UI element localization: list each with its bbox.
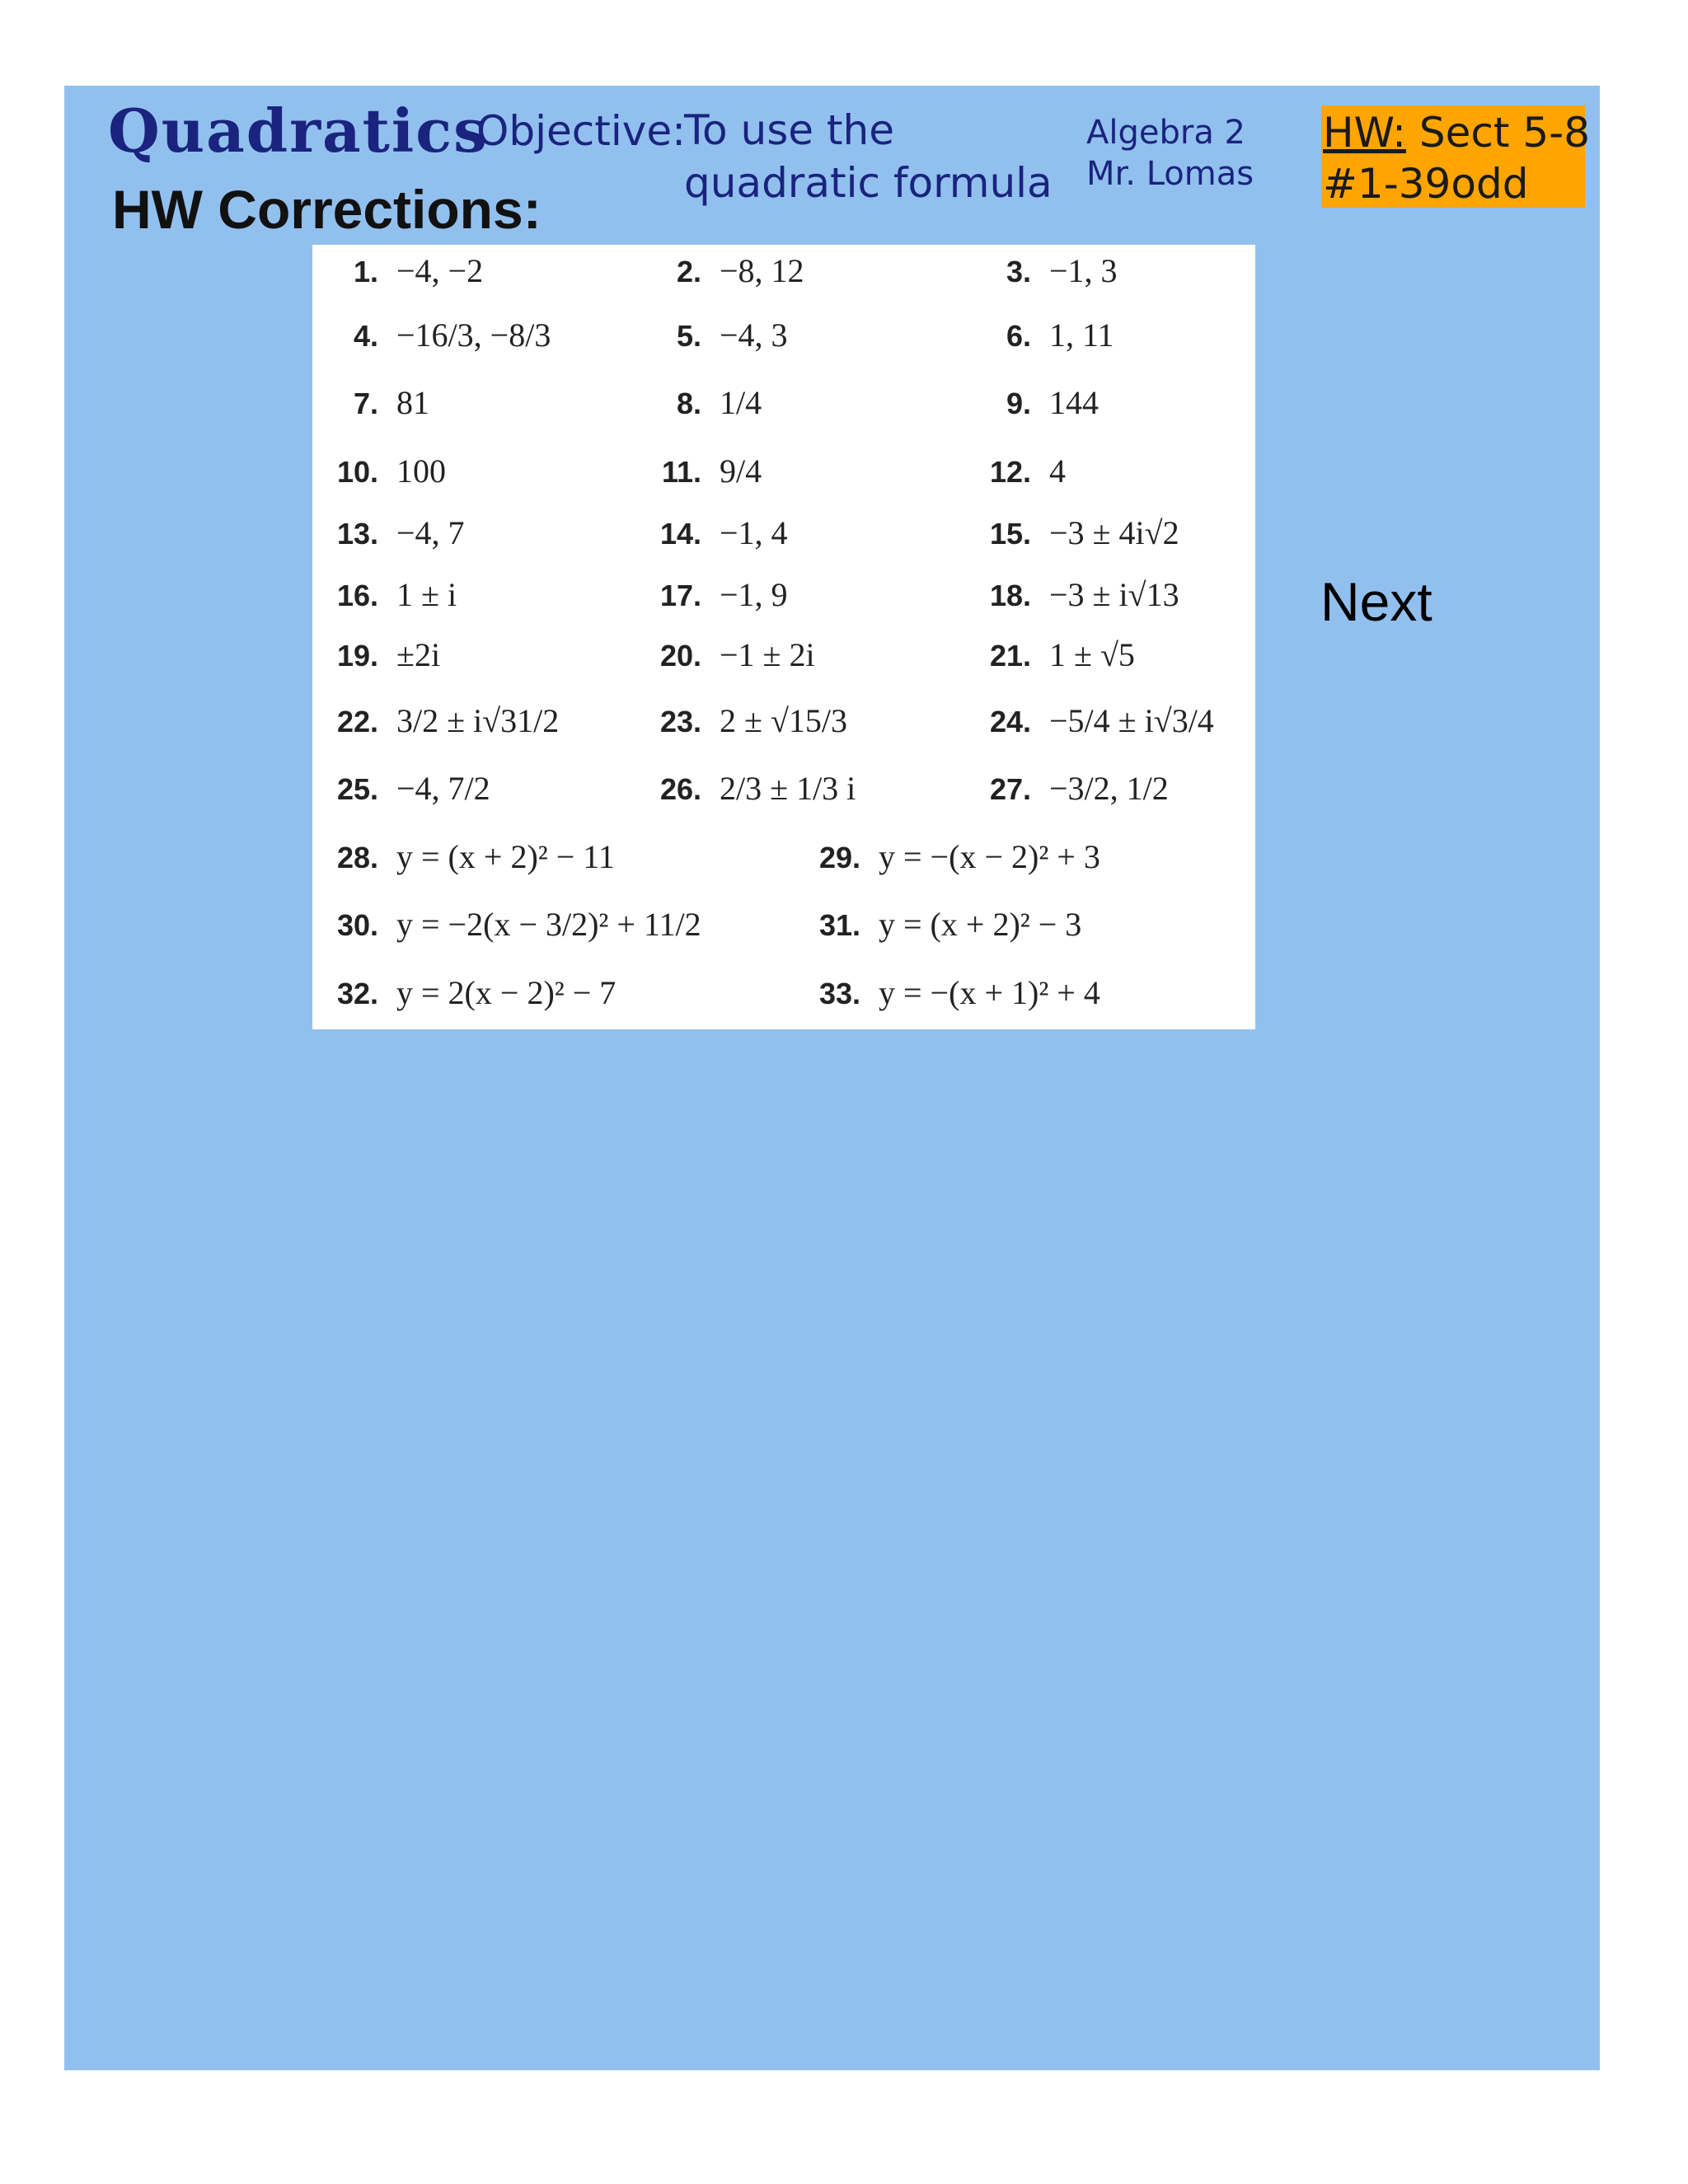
answer-item — [965, 311, 1114, 360]
answer-value: 2 ± √15/3 — [720, 702, 848, 739]
answer-number: 8. — [676, 387, 701, 420]
answer-value: −4, 7 — [396, 514, 465, 551]
answer-number: 20. — [659, 639, 701, 673]
homework-section: Sect 5-8 — [1418, 109, 1591, 157]
answer-value: −3 ± i√13 — [1049, 576, 1179, 613]
answer-number: 25. — [336, 772, 378, 806]
answer-item — [965, 696, 1214, 746]
answer-number: 17. — [659, 579, 701, 612]
answer-number: 9. — [1006, 387, 1031, 420]
answer-value: y = (x + 2)² − 3 — [879, 906, 1082, 943]
answer-number: 19. — [336, 639, 378, 673]
answer-value: −1 ± 2i — [720, 636, 815, 673]
answer-item — [795, 832, 1100, 882]
objective-text — [684, 104, 1053, 209]
answer-item — [635, 764, 856, 813]
answer-number: 28. — [336, 841, 378, 874]
answer-value: −5/4 ± i√3/4 — [1049, 702, 1214, 739]
answer-item — [312, 630, 440, 680]
next-button[interactable]: Next — [1320, 571, 1432, 632]
answer-value: 9/4 — [720, 452, 762, 490]
answer-item — [635, 696, 847, 746]
answer-number: 3. — [1006, 255, 1031, 288]
answer-number: 23. — [659, 705, 701, 738]
homework-box — [1321, 105, 1591, 208]
answer-number: 15. — [989, 517, 1031, 551]
answer-value: ±2i — [396, 636, 441, 673]
answer-item — [635, 311, 788, 360]
answer-value: y = −2(x − 3/2)² + 11/2 — [396, 906, 701, 943]
objective-line-2: quadratic formula — [684, 159, 1053, 207]
answer-number: 27. — [989, 772, 1031, 806]
answer-number: 10. — [336, 455, 378, 489]
homework-label: HW: — [1323, 109, 1406, 157]
answer-value: 2/3 ± 1/3 i — [720, 770, 856, 807]
answer-number: 24. — [989, 705, 1031, 738]
homework-line-1 — [1323, 107, 1591, 158]
answer-item — [312, 378, 429, 428]
answer-number: 5. — [676, 319, 701, 353]
answer-item — [635, 630, 815, 680]
answer-number: 26. — [659, 772, 701, 806]
answer-value: −1, 3 — [1049, 252, 1118, 289]
answer-value: 1/4 — [720, 384, 762, 421]
answer-value: −3/2, 1/2 — [1049, 770, 1169, 807]
answer-number: 29. — [818, 841, 860, 874]
answer-value: −1, 9 — [720, 576, 788, 613]
answer-number: 31. — [818, 908, 860, 942]
answer-number: 30. — [336, 908, 378, 942]
answer-item — [312, 246, 483, 296]
answer-item — [312, 968, 616, 1018]
answer-item — [965, 764, 1169, 813]
answer-number: 32. — [336, 977, 378, 1010]
answer-item — [965, 378, 1099, 428]
answer-number: 21. — [989, 639, 1031, 673]
answer-value: −4, 7/2 — [396, 770, 490, 807]
answer-item — [635, 246, 804, 296]
answer-value: −1, 4 — [720, 514, 788, 551]
answer-number: 4. — [353, 319, 378, 353]
answer-number: 22. — [336, 705, 378, 738]
answer-item — [965, 447, 1066, 496]
answer-item — [965, 570, 1179, 620]
answer-item — [965, 246, 1118, 296]
answer-item — [635, 447, 762, 496]
answer-number: 18. — [989, 579, 1031, 612]
answer-number: 1. — [353, 255, 378, 288]
answer-number: 14. — [659, 517, 701, 551]
answer-item — [795, 968, 1100, 1018]
answer-number: 2. — [676, 255, 701, 288]
course-info — [1086, 112, 1254, 194]
answer-item — [312, 509, 465, 558]
answer-item — [795, 900, 1081, 949]
answer-item — [312, 832, 615, 882]
answer-value: 1 ± √5 — [1049, 636, 1135, 673]
answer-number: 7. — [353, 387, 378, 420]
answer-value: −16/3, −8/3 — [396, 316, 551, 354]
answer-number: 12. — [989, 455, 1031, 489]
teacher-name: Mr. Lomas — [1086, 155, 1254, 193]
answer-value: −4, 3 — [720, 316, 788, 354]
answer-item — [965, 630, 1135, 680]
answer-value: y = (x + 2)² − 11 — [396, 838, 615, 875]
answer-value: −4, −2 — [396, 252, 484, 289]
answer-item — [635, 509, 788, 558]
objective-label: Objective: — [476, 107, 686, 155]
answer-number: 16. — [336, 579, 378, 612]
answer-value: 144 — [1049, 384, 1099, 421]
answer-value: y = −(x + 1)² + 4 — [879, 974, 1100, 1011]
answer-value: y = −(x − 2)² + 3 — [879, 838, 1100, 875]
answer-item — [312, 447, 446, 496]
answer-number: 6. — [1006, 319, 1031, 353]
answer-value: −3 ± 4i√2 — [1049, 514, 1179, 551]
homework-problems: #1-39odd — [1323, 160, 1529, 208]
answer-item — [965, 509, 1179, 558]
page-title: Quadratics — [108, 96, 489, 166]
answer-value: 3/2 ± i√31/2 — [396, 702, 560, 739]
answer-value: 81 — [396, 384, 429, 421]
answer-item — [312, 311, 551, 360]
answer-number: 13. — [336, 517, 378, 551]
answer-value: 100 — [396, 452, 446, 490]
answer-number: 11. — [661, 455, 701, 489]
answer-item — [312, 696, 559, 746]
answer-value: y = 2(x − 2)² − 7 — [396, 974, 617, 1011]
answer-value: −8, 12 — [720, 252, 804, 289]
answer-key — [312, 245, 1255, 1029]
answer-number: 33. — [818, 977, 860, 1010]
answer-item — [312, 570, 457, 620]
answer-item — [635, 570, 788, 620]
objective-line-1: To use the — [684, 106, 894, 154]
answer-value: 1 ± i — [396, 576, 457, 613]
answer-value: 1, 11 — [1049, 316, 1114, 354]
answer-item — [635, 378, 762, 428]
answer-item — [312, 900, 701, 949]
answer-value: 4 — [1049, 452, 1066, 490]
course-name: Algebra 2 — [1086, 114, 1245, 152]
page-subtitle: HW Corrections: — [112, 179, 542, 240]
answer-item — [312, 764, 490, 813]
